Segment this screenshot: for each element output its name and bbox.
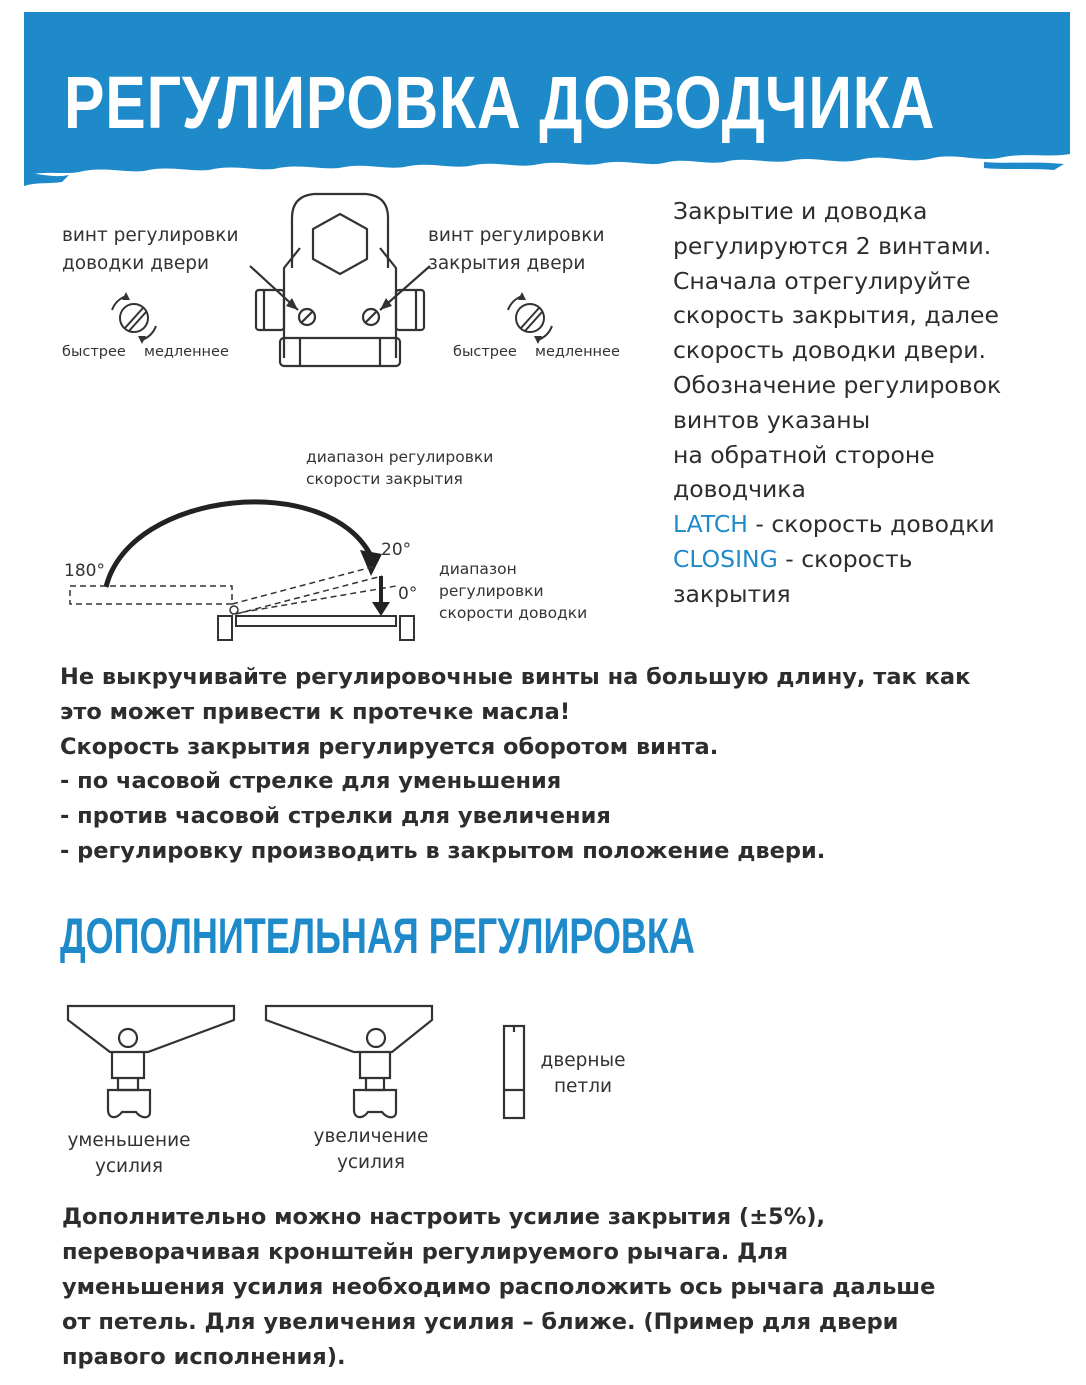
latch-description: - скорость доводки <box>747 510 995 539</box>
right-rotation-screw-icon <box>496 290 566 346</box>
description-line: регулируются 2 винтами. <box>673 231 992 260</box>
right-faster-label: быстрее <box>453 344 517 360</box>
left-rotation-screw-icon <box>100 290 170 346</box>
angle-20-value: 20 <box>381 540 403 560</box>
angle-0-label: 0° <box>398 584 418 604</box>
description-line: закрытия <box>673 579 791 608</box>
description-line: Сначала отрегулируйте <box>673 266 971 295</box>
angle-0-value: 0 <box>398 584 409 604</box>
decrease-force-label <box>58 1128 200 1180</box>
page-title: РЕГУЛИРОВКА ДОВОДЧИКА <box>64 61 936 144</box>
description-line: Обозначение регулировок <box>673 370 1002 399</box>
closing-line <box>673 542 1073 577</box>
warning-line: Скорость закрытия регулируется оборотом винта. <box>60 733 719 760</box>
warning-line: - регулировку производить в закрытом положение двери. <box>60 837 826 864</box>
latch-range-label-line2: регулировки <box>439 582 544 600</box>
right-screw-label-line1: винт регулировки <box>428 225 605 246</box>
section-title: ДОПОЛНИТЕЛЬНАЯ РЕГУЛИРОВКА <box>60 908 695 964</box>
angle-20-label: 20° <box>381 540 412 560</box>
hinges-label <box>528 1048 638 1100</box>
warning-line: Не выкручивайте регулировочные винты на большую длину, так как <box>60 664 971 690</box>
description-line: скорость доводки двери. <box>673 336 986 365</box>
description-line: Закрытие и доводка <box>673 197 928 225</box>
closing-range-label-line2: скорости закрытия <box>306 470 463 488</box>
left-screw-label <box>62 222 238 278</box>
decrease-force-label-line2: усилия <box>94 1156 164 1177</box>
description-line: доводчика <box>673 475 806 504</box>
angle-180-label: 180° <box>64 561 105 581</box>
hinges-label-line1: дверные <box>540 1050 626 1071</box>
left-screw-label-line2: доводки двери <box>62 253 210 274</box>
latch-range-label-line1: диапазон <box>439 560 517 578</box>
description-line: винтов указаны <box>673 405 871 434</box>
bottom-paragraph <box>62 1200 935 1375</box>
header-banner <box>24 12 1070 188</box>
increase-force-label-line2: усилия <box>336 1152 406 1173</box>
increase-force-label <box>300 1124 442 1176</box>
latch-range-label-line3: скорости доводки <box>439 604 588 622</box>
description-line: скорость закрытия, далее <box>673 301 999 330</box>
bottom-line: уменьшения усилия необходимо расположить ось рычага дальше <box>62 1274 936 1300</box>
door-hinge-illustration <box>500 1022 530 1122</box>
right-screw-label <box>428 222 604 278</box>
warning-line: - против часовой стрелки для увеличения <box>60 803 611 830</box>
increase-force-label-line1: увеличение <box>313 1126 429 1147</box>
warning-text <box>60 660 970 869</box>
decrease-force-label-line1: уменьшение <box>67 1130 191 1151</box>
hinges-label-line2: петли <box>553 1076 613 1097</box>
closing-description: - скорость <box>777 544 913 573</box>
bottom-line: от петель. Для увеличения усилия – ближе. (Пример для двери <box>62 1309 899 1335</box>
closing-keyword: CLOSING <box>673 544 778 573</box>
closing-range-label-line1: диапазон регулировки <box>306 448 494 466</box>
left-slower-label: медленнее <box>144 344 229 360</box>
description-text <box>673 194 1073 612</box>
decrease-force-bracket-illustration <box>62 998 242 1122</box>
latch-keyword: LATCH <box>673 510 748 539</box>
door-swing-illustration <box>60 480 430 645</box>
warning-line: это может привести к протечке масла! <box>60 698 571 725</box>
warning-line: - по часовой стрелке для уменьшения <box>60 768 562 795</box>
right-slower-label: медленнее <box>535 344 620 360</box>
bottom-line: Дополнительно можно настроить усилие закрытия (±5%), <box>62 1204 826 1230</box>
bottom-line: переворачивая кронштейн регулируемого рычага. Для <box>62 1239 789 1265</box>
bottom-line: правого исполнения). <box>62 1344 346 1370</box>
angle-180-value: 180 <box>64 561 97 581</box>
description-line: на обратной стороне <box>673 440 935 469</box>
left-faster-label: быстрее <box>62 344 126 360</box>
door-closer-body-illustration <box>240 188 440 370</box>
latch-line <box>673 507 1073 542</box>
right-screw-label-line2: закрытия двери <box>428 253 586 274</box>
latch-range-label <box>439 558 587 624</box>
increase-force-bracket-illustration <box>262 998 442 1122</box>
left-screw-label-line1: винт регулировки <box>62 225 239 246</box>
